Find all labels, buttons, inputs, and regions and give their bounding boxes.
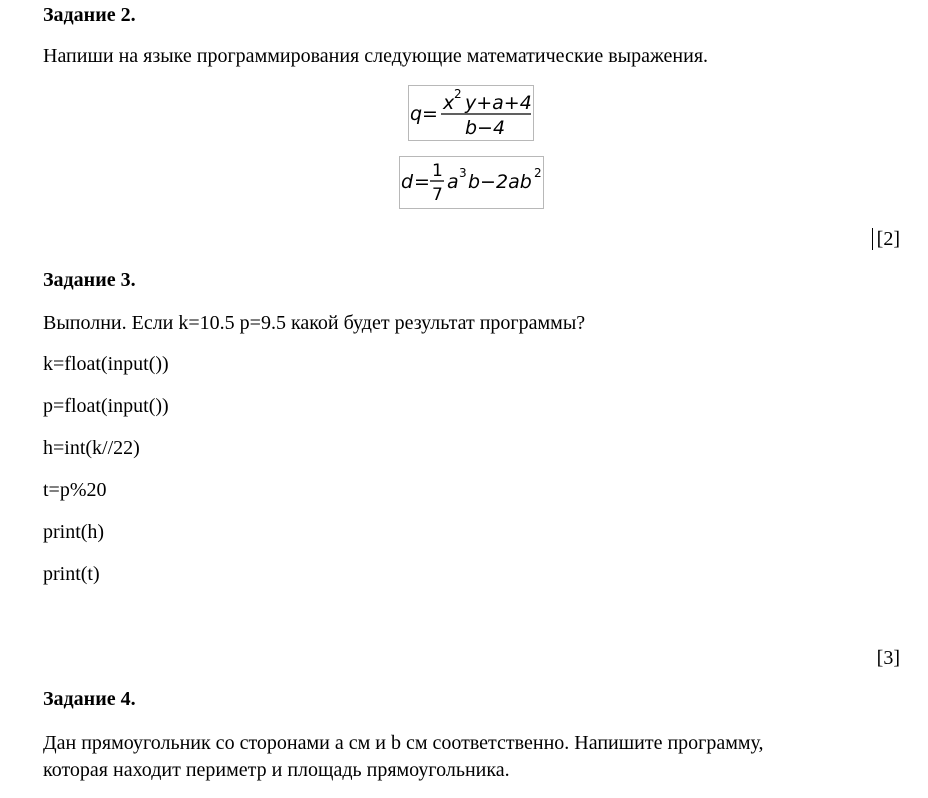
- formula-q-num-x: x: [443, 92, 455, 114]
- formula-q: [408, 85, 534, 141]
- task4-text-line1: Дан прямоугольник со сторонами a см и b см соответственно. Напишите программу,: [43, 732, 764, 754]
- code-line: p=float(input()): [43, 395, 169, 417]
- formula-d-eq: =: [414, 171, 430, 193]
- code-line: k=float(input()): [43, 353, 169, 375]
- task2-score: [2]: [876, 228, 900, 250]
- code-line: h=int(k//22): [43, 437, 140, 459]
- formula-d-rest: b−2ab: [468, 171, 532, 193]
- task3-heading: Задание 3.: [43, 269, 136, 291]
- task4-text-line2: которая находит периметр и площадь прямоугольника.: [43, 759, 510, 781]
- formula-d-a: a: [447, 171, 459, 193]
- formula-q-lhs: q: [410, 103, 423, 125]
- formula-d-frac-den: 7: [432, 185, 443, 205]
- formula-q-num-x-exp: 2: [454, 87, 462, 101]
- code-line: print(t): [43, 563, 100, 585]
- task2-heading: Задание 2.: [43, 4, 136, 26]
- formula-q-eq: =: [422, 103, 438, 125]
- task4-heading: Задание 4.: [43, 688, 136, 710]
- text-cursor: [872, 228, 873, 250]
- formula-d-b-exp: 2: [534, 166, 542, 180]
- code-line: print(h): [43, 521, 105, 543]
- task3-text: Выполни. Если k=10.5 p=9.5 какой будет результат программы?: [43, 312, 586, 334]
- task3-score: [3]: [876, 647, 900, 669]
- code-line: t=p%20: [43, 479, 107, 501]
- formula-d: [399, 156, 544, 209]
- formula-q-num-rest: y+a+4: [465, 92, 532, 114]
- formula-d-lhs: d: [401, 171, 414, 193]
- task2-text: Напиши на языке программирования следующие математические выражения.: [43, 45, 709, 67]
- formula-d-frac-num: 1: [432, 161, 443, 181]
- formula-d-a-exp: 3: [459, 166, 467, 180]
- formula-q-den: b−4: [465, 117, 506, 139]
